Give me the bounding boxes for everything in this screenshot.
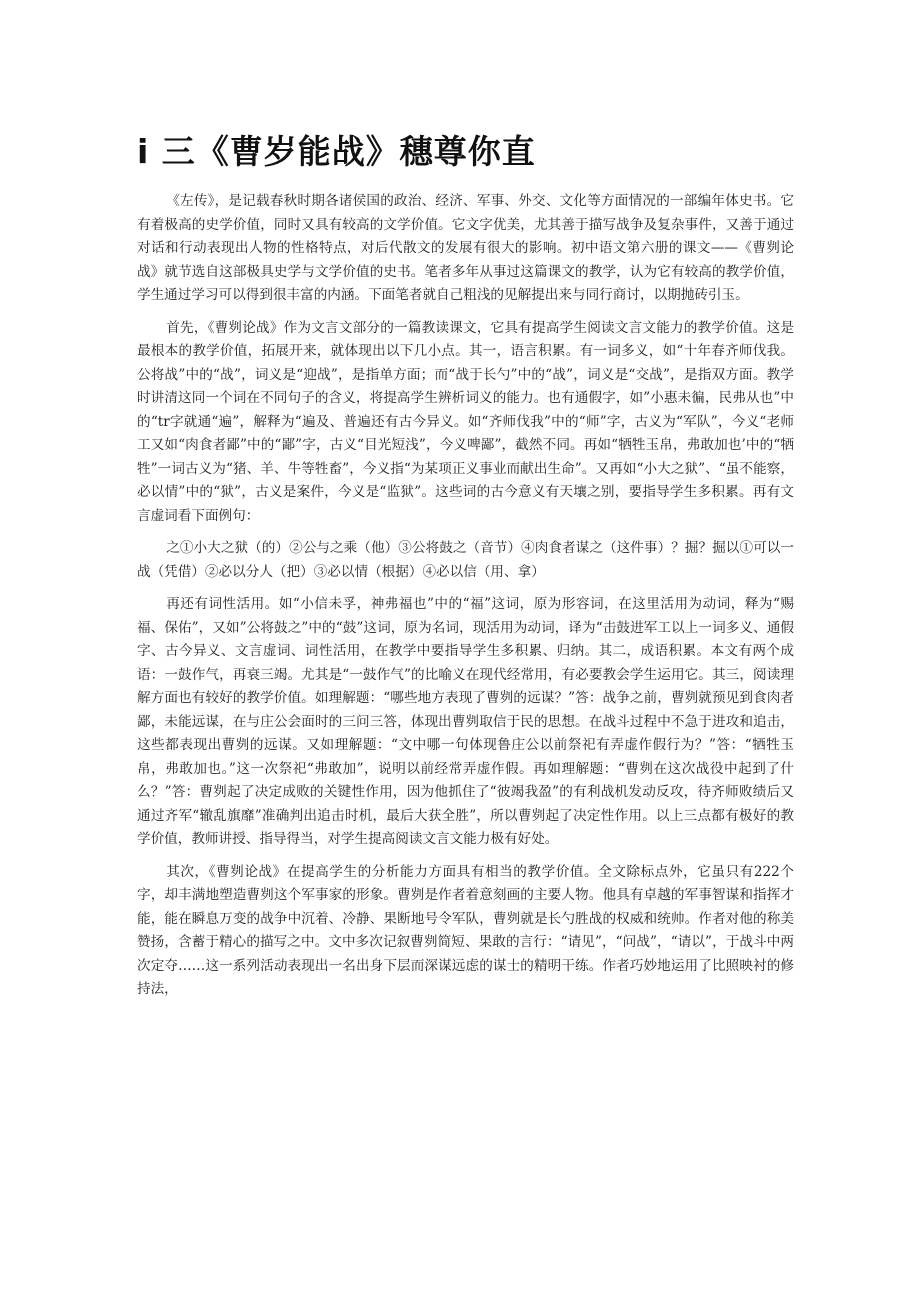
paragraph-examples: 之①小大之狱（的）②公与之乘（他）③公将鼓之（音节）④肉食者谋之（这件事）？掘？掘以①可以一战（凭借）②必以分人（把）③必以情（根据）④必以信（用、拿）	[137, 540, 794, 580]
document-title: i 三《曹岁能战》穗尊你直	[137, 132, 536, 171]
paragraph-second-point: 其次，《曹刿论战》在提高学生的分析能力方面具有相当的教学价值。全文除标点外，它虽只有222个字，却丰满地塑造曹刿这个军事家的形象。曹刿是作者着意刻画的主要人物。他具有卓越的军事智谋和指挥才能，能在瞬息万变的战争中沉着、冷静、果断地号令军队，曹刿就是长勺胜战的权威和统帅。作者对他的称美赞扬，含蓄于精心的描写之中。文中多次记叙曹刿简短、果敢的言行：“请见”，“问战”，“请以”，于战斗中两次定夺……这一系列活动表现出一名出身下层而深谋远虑的谋士的精明干练。作者巧妙地运用了比照映衬的修持法，	[137, 863, 794, 997]
paragraph-intro: 《左传》，是记载春秋时期各诸侯国的政治、经济、军事、外交、文化等方面情况的一部编年体史书。它有着极高的史学价值，同时又具有较高的文学价值。它文字优美，尤其善于描写战争及复杂事件，又善于通过对话和行动表现出人物的性格特点，对后代散文的发展有很大的影响。初中语文第六册的课文——《曹刿论战》就节选自这部极具史学与文学价值的史书。笔者多年从事过这篇课文的教学，认为它有较高的教学价值，学生通过学习可以得到很丰富的内涵。下面笔者就自己粗浅的见解提出来与同行商讨，以期抛砖引玉。	[137, 193, 794, 303]
document-body	[137, 190, 794, 1011]
paragraph-first-point: 首先，《曹刿论战》作为文言文部分的一篇教读课文，它具有提高学生阅读文言文能力的教学价值。这是最根本的教学价值，拓展开来，就体现出以下几小点。其一，语言积累。有一词多义，如“十年春齐师伐我。公将战”中的“战”，词义是“迎战”，是指单方面；而“战于长勺”中的“战”，词义是“交战”，是指双方面。教学时讲清这同一个词在不同句子的含义，将提高学生辨析词义的能力。也有通假字，如”小惠未徧，民弗从也”中的“tr字就通“遍”，解释为“遍及、普遍还有古今异义。如“齐师伐我”中的“师”字，古义为“军队”，今义“老师工又如“肉食者鄙”中的“鄙”字，古义“目光短浅”，今义啤鄙”，截然不同。再如“牺牲玉帛，弗敢加也’中的“牺牲”一词古义为“猪、羊、牛等牲畜”，今义指“为某项正义事业而献出生命”。又再如“小大之狱”、“虽不能察，必以情”中的“狱”，古义是案件，今义是“监狱”。这些词的古今意义有天壤之别，要指导学生多积累。再有文言虚词看下面例句：	[137, 319, 794, 524]
paragraph-word-usage: 再还有词性活用。如“小信未孚，神弗福也”中的“福”这词，原为形容词，在这里活用为动词，释为“赐福、保佑”，又如”公将鼓之”中的“鼓”这词，原为名词，现活用为动词，译为“击鼓进军工以上一词多义、通假字、古今异义、文言虚词、词性活用，在教学中要指导学生多积累、归纳。其二，成语积累。本文有两个成语：一鼓作气，再衰三竭。尤其是“一鼓作气”的比喻义在现代经常用，有必要教会学生运用它。其三，阅读理解方面也有较好的教学价值。如理解题：“哪些地方表现了曹刿的远谋？”答：战争之前，曹刿就预见到食肉者鄙，未能远谋，在与庄公会面时的三问三答，体现出曹刿取信于民的思想。在战斗过程中不急于进攻和追击，这些都表现出曹刿的远谋。又如理解题：“文中哪一句体现鲁庄公以前祭祀有弄虚作假行为？”答：“牺牲玉帛，弗敢加也。”这一次祭祀“弗敢加”，说明以前经常弄虚作假。再如理解题：“曹刿在这次战役中起到了什么？”答：曹刿起了决定成败的关键性作用，因为他抓住了“彼竭我盈”的有利战机发动反攻，待齐师败绩后又通过齐军“辙乱旗靡”准确判出追击时机，最后大获全胜”，所以曹刿起了决定性作用。以上三点都有极好的教学价值，教师讲授、指导得当，对学生提高阅读文言文能力极有好处。	[137, 596, 794, 847]
